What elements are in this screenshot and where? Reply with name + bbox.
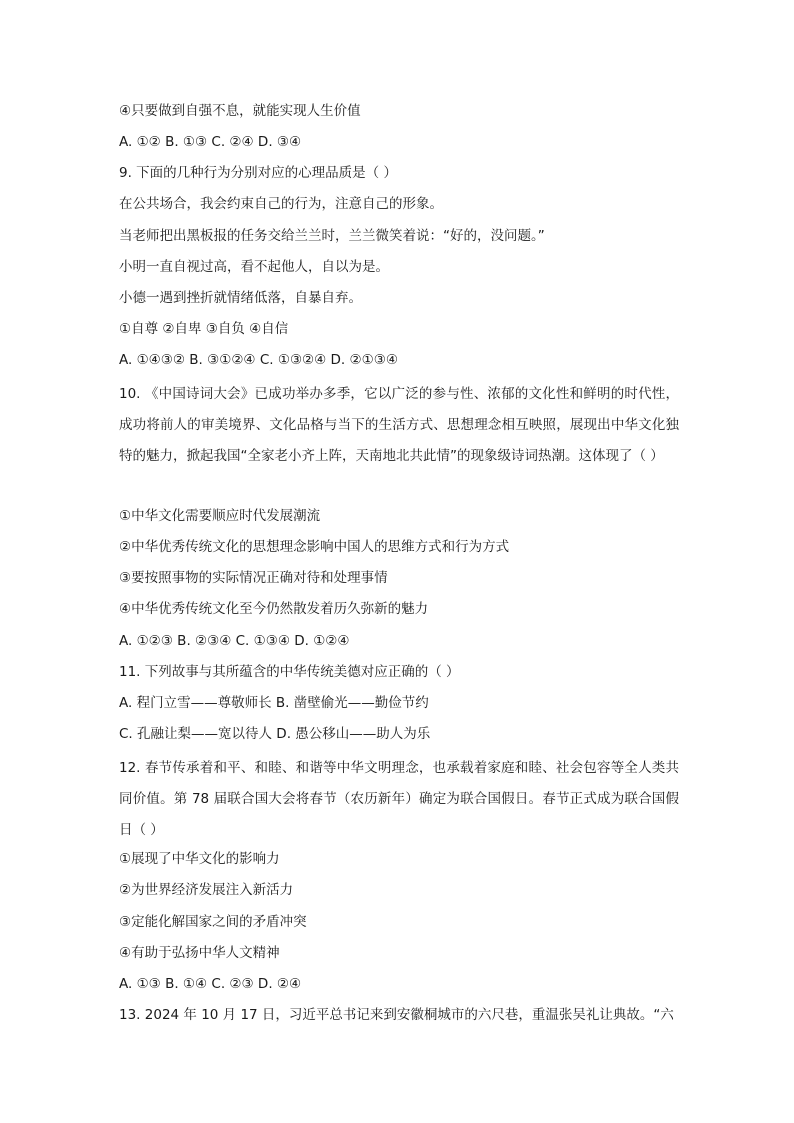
q9-scenario-4: 小德一遇到挫折就情绪低落，自暴自弃。 — [119, 290, 362, 306]
q8-option-4: ④只要做到自强不息，就能实现人生价值 — [119, 103, 361, 119]
q9-items: ①自尊 ②自卑 ③自负 ④自信 — [119, 321, 289, 337]
q9-stem: 9. 下面的几种行为分别对应的心理品质是（ ） — [119, 165, 397, 181]
q9-answer-choices: A. ①④③② B. ③①②④ C. ①③②④ D. ②①③④ — [119, 352, 398, 368]
q9-scenario-3: 小明一直自视过高，看不起他人，自以为是。 — [119, 259, 389, 275]
q10-option-2: ②中华优秀传统文化的思想理念影响中国人的思维方式和行为方式 — [119, 539, 510, 555]
q11-choices-ab: A. 程门立雪——尊敬师长 B. 凿壁偷光——勤俭节约 — [119, 695, 429, 711]
q9-scenario-1: 在公共场合，我会约束自己的行为，注意自己的形象。 — [119, 196, 443, 212]
q8-answer-choices: A. ①② B. ①③ C. ②④ D. ③④ — [119, 134, 302, 150]
q12-option-1: ①展现了中华文化的影响力 — [119, 851, 280, 867]
q11-choices-cd: C. 孔融让梨——宽以待人 D. 愚公移山——助人为乐 — [119, 726, 431, 742]
q11-stem: 11. 下列故事与其所蕴含的中华传统美德对应正确的（ ） — [119, 664, 460, 680]
q12-answer-choices: A. ①③ B. ①④ C. ②③ D. ②④ — [119, 976, 302, 992]
q10-answer-choices: A. ①②③ B. ②③④ C. ①③④ D. ①②④ — [119, 633, 350, 649]
q12-stem: 12. 春节传承着和平、和睦、和谐等中华文明理念，也承载着家庭和睦、社会包容等全人类共同价值。第 78 届联合国大会将春节（农历新年）确定为联合国假日。春节正式成为联合国假日（ ） — [119, 760, 679, 838]
q12-option-4: ④有助于弘扬中华人文精神 — [119, 945, 280, 961]
q13-stem: 13. 2024 年 10 月 17 日，习近平总书记来到安徽桐城市的六尺巷，重温张吴礼让典故。“六 — [119, 1007, 674, 1023]
q9-scenario-2: 当老师把出黑板报的任务交给兰兰时，兰兰微笑着说：“好的，没问题。” — [119, 228, 545, 244]
q10-option-1: ①中华文化需要顺应时代发展潮流 — [119, 508, 321, 524]
q12-option-2: ②为世界经济发展注入新活力 — [119, 882, 294, 898]
q10-stem: 10. 《中国诗词大会》已成功举办多季，它以广泛的参与性、浓郁的文化性和鲜明的时代性，成功将前人的审美境界、文化品格与当下的生活方式、思想理念相互映照，展现出中华文化独特的魅力，掀起我国“全家老小齐上阵，天南地北共此情”的现象级诗词热潮。这体现了（ ） — [119, 386, 679, 464]
q10-option-4: ④中华优秀传统文化至今仍然散发着历久弥新的魅力 — [119, 601, 429, 617]
q12-option-3: ③定能化解国家之间的矛盾冲突 — [119, 914, 307, 930]
q10-option-3: ③要按照事物的实际情况正确对待和处理事情 — [119, 570, 388, 586]
